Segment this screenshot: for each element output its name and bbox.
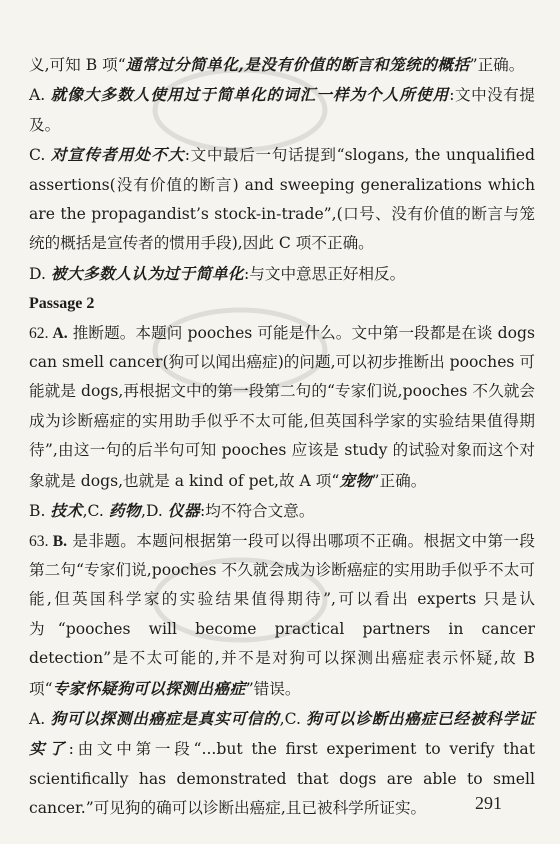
question-63-other-options [29, 704, 535, 824]
handwritten-option-text: 技术 [50, 501, 83, 521]
option-c-explanation [29, 140, 535, 259]
answer-letter: A. [52, 324, 68, 342]
text: :均不符合文意。 [200, 502, 315, 521]
text: ”错误。 [245, 679, 301, 698]
passage-heading: Passage 2 [29, 295, 95, 313]
option-label: C. [29, 146, 51, 165]
text: 是非题。本题问根据第一段可以得出哪项不正确。根据文中第一段第二句“专家们说,pooches 不久就会成为诊断癌症的实用助手似乎不太可能,但英国科学家的实验结果值得期待”,可以看出 experts 只是认为“pooches will become practical partners in cancer detection”是不太可能的,并不是对狗可以探测出癌症表示怀疑,故 B 项“ [29, 531, 535, 698]
text: :与文中意思正好相反。 [244, 264, 406, 283]
handwritten-option-text: 就像大多数人使用过于简单化的词汇一样为个人所使用 [50, 85, 450, 105]
option-a-explanation [29, 80, 535, 140]
handwritten-option-text: 对宣传者用处不大 [50, 145, 185, 165]
text: ”正确。 [469, 56, 525, 74]
question-62-other-options [29, 496, 535, 526]
text: :文中没有提及。 [29, 86, 535, 134]
question-number: 63. [29, 532, 53, 550]
text: :文中最后一句话提到“slogans, the unqualified assertions(没有价值的断言) and sweeping generalizations which are the propagandist’s stock-in-trade”,(口号、没有价值的断言与笼统的概括是宣传者的惯用手段),因此 C 项不正确。 [29, 146, 535, 253]
option-d-explanation [29, 259, 535, 289]
handwritten-option-text: 被大多数人认为过于简单化 [50, 263, 244, 283]
option-label: ,D. [141, 502, 168, 521]
option-label: A. [29, 86, 51, 105]
handwritten-option-text: 专家怀疑狗可以探测出癌症 [52, 678, 246, 698]
answer-explanations [29, 50, 535, 824]
text: 义,可知 B 项“ [29, 56, 126, 74]
text: 推断题。本题问 pooches 可能是什么。文中第一段都是在谈 dogs can smell cancer(狗可以闻出癌症)的问题,可以初步推断出 pooches 可能就是 dogs,再根据文中的第一段第二句的“专家们说,pooches 不久就会成为诊断癌症的实用助手似乎不太可能,但英国科学家的实验结果值得期待”,由这一句的后半句可知 pooches 应该是 study 的试验对象而这个对象就是 dogs,也就是 a kind of pet,故 A 项“ [29, 323, 535, 490]
option-label: D. [29, 264, 51, 283]
handwritten-option-text: 狗可以诊断出癌症已经被科学证实了 [29, 708, 536, 759]
question-63-explanation [29, 527, 535, 704]
answer-letter: B. [52, 532, 68, 550]
handwritten-option-text: 狗可以探测出癌症是真实可信的 [50, 708, 280, 728]
option-label: B. [29, 502, 51, 521]
option-label: ,C. [279, 709, 307, 728]
handwritten-option-text: 仪器 [167, 501, 201, 521]
handwritten-option-text: 通常过分简单化,是没有价值的断言和笼统的概括 [125, 55, 470, 74]
option-label: A. [29, 709, 51, 728]
handwritten-option-text: 药物 [108, 501, 141, 521]
text: ”正确。 [371, 471, 427, 490]
question-number: 62. [29, 324, 53, 342]
handwritten-option-text: 宠物 [339, 470, 372, 490]
paragraph-conclusion-previous [29, 50, 535, 80]
page-number: 291 [475, 793, 502, 813]
option-label: ,C. [82, 502, 109, 521]
question-62-explanation [29, 319, 535, 496]
text: :由文中第一段“...but the first experiment to verify that scientifically has demonstrated that dogs are able to smell cancer.”可见狗的确可以诊断出癌症,且已被科学所证实。 [29, 740, 535, 818]
